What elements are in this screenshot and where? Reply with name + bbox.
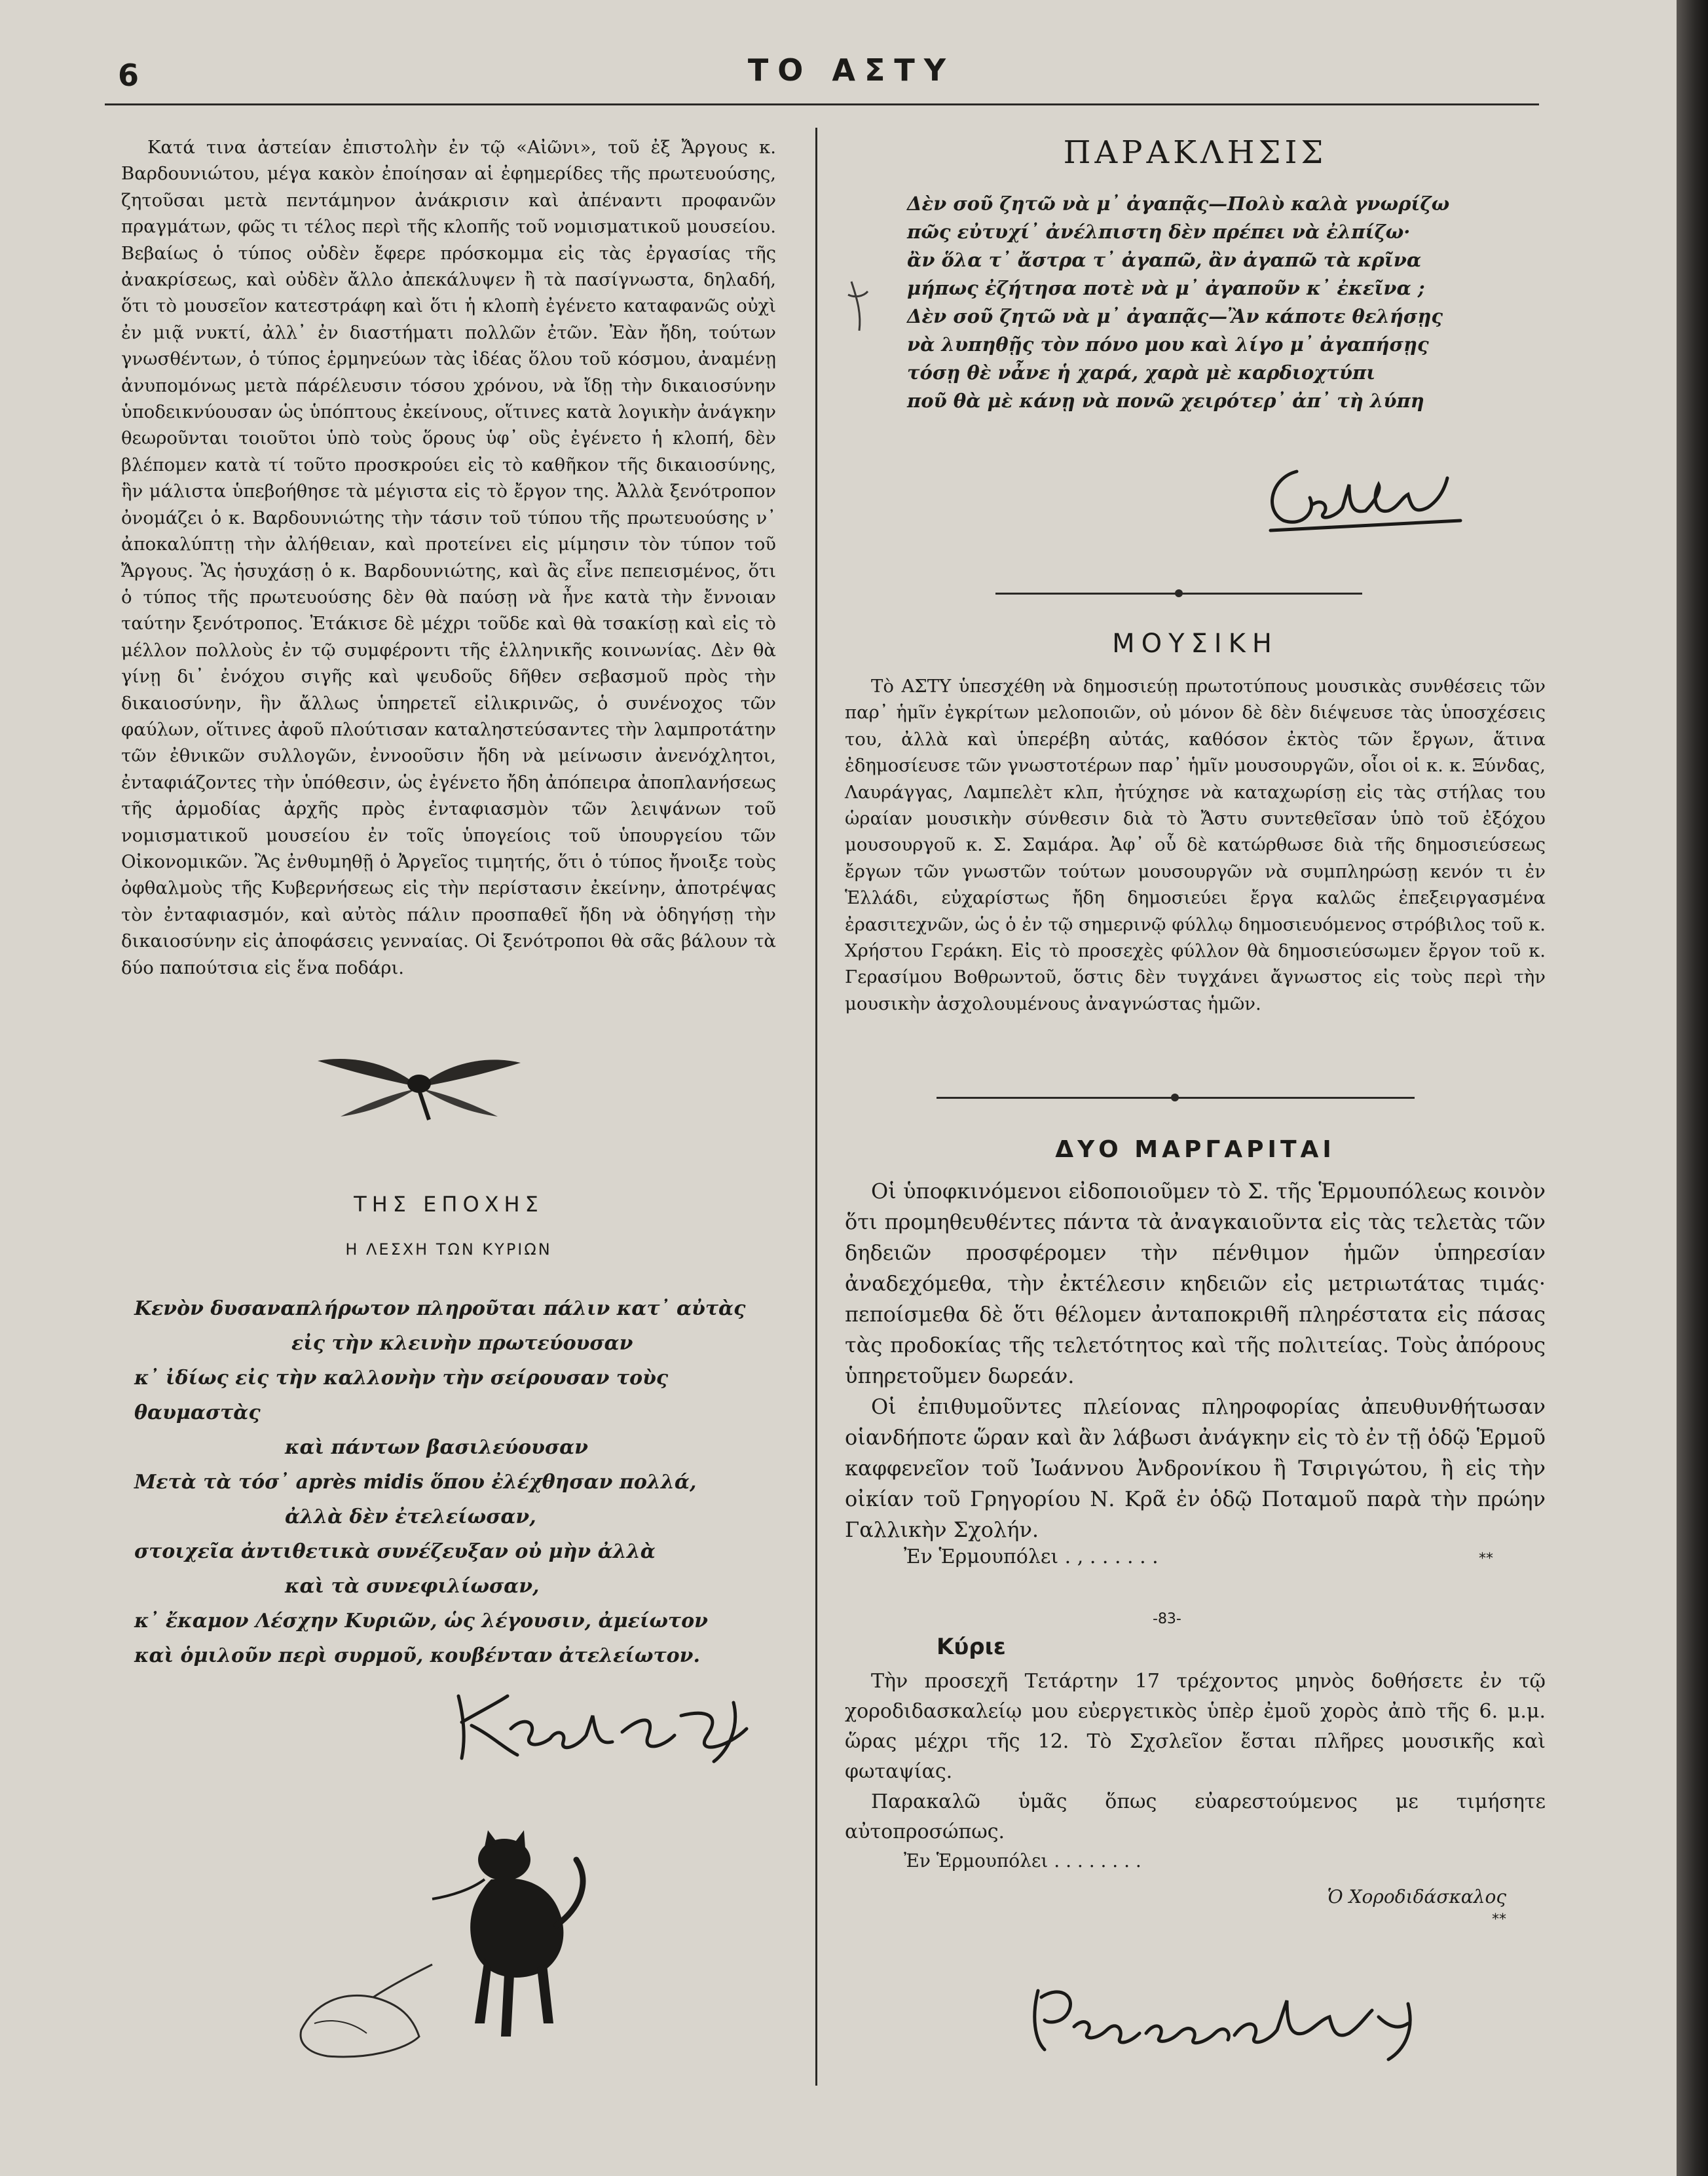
poem-line: τόσῃ θὲ νἆνε ἡ χαρά, χαρὰ μὲ καρδιοχτύπι bbox=[907, 361, 1376, 384]
ad2-stars: ** bbox=[1492, 1911, 1506, 1928]
masthead-title: ΤΟ ΑΣΤΥ bbox=[747, 52, 956, 88]
poem-line: κ᾽ ἔκαμον Λέσχην Κυριῶν, ὡς λέγουσιν, ἀμείωτον bbox=[134, 1610, 708, 1632]
poem-line: εἰς τὴν κλεινὴν πρωτεύουσαν bbox=[291, 1332, 633, 1355]
poem-line: νὰ λυπηθῇς τὸν πόνο μου καὶ λίγο μ᾽ ἀγαπήσῃς bbox=[907, 333, 1429, 356]
poem-title: ΠΑΡΑΚΛΗΣΙΣ bbox=[1063, 134, 1327, 171]
music-section bbox=[845, 629, 1546, 1017]
poem-line: Δὲν σοῦ ζητῶ νὰ μ᾽ ἀγαπᾷς—Πολὺ καλὰ γνωρίζω bbox=[907, 193, 1450, 215]
column-rule bbox=[815, 128, 817, 2086]
header-rule bbox=[105, 103, 1539, 105]
handwritten-signature-right bbox=[1022, 1978, 1428, 2063]
ad1-title: ΔΥΟ ΜΑΡΓΑΡΙΤΑΙ bbox=[1055, 1136, 1335, 1163]
handwritten-signature-gendrier bbox=[1257, 458, 1467, 537]
pencil-mark-icon bbox=[845, 275, 871, 334]
poem-line: πῶς εὐτυχί᾽ ἀνέλπιστη δὲν πρέπει νὰ ἐλπίζω· bbox=[907, 221, 1411, 243]
ad1-paragraph-2: Οἱ ἐπιθυμοῦντες πλείονας πληροφορίας ἀπευθυνθήτωσαν οἱανδήποτε ὥραν καὶ ἂν λάβωσι ἀνάγκην εἰς τὸ ἐν τῇ ὁδῷ Ἑρμοῦ καφφενεῖον τοῦ Ἰωάννου Ἀνδρονίκου ἢ Τσιριγώτου, ἢ εἰς τὴν οἰκίαν τοῦ Γρηγορίου Ν. Κρᾶ ἐν ὁδῷ Ποταμοῦ παρὰ τὴν πρώην Γαλλικὴν Σχολήν. bbox=[845, 1394, 1546, 1542]
poem-line: μήπως ἐζήτησα ποτὲ νὰ μ᾽ ἀγαποῦν κ᾽ ἐκεῖνα ; bbox=[907, 277, 1425, 299]
ad2-title: Κύριε bbox=[937, 1634, 1006, 1660]
section-title: ΤΗΣ ΕΠΟΧΗΣ bbox=[354, 1192, 544, 1217]
ad1-place: Ἐν Ἑρμουπόλει . , . . . . . . bbox=[904, 1545, 1159, 1568]
music-body: Τὸ ΑΣΤΥ ὑπεσχέθη νὰ δημοσιεύῃ πρωτοτύπους μουσικὰς συνθέσεις τῶν παρ᾽ ἡμῖν ἐγκρίτων μελοποιῶν, οὐ μόνον δὲ δὲν διέψευσε τὰς ὑποσχέσεις του, ἀλλὰ καὶ ὑπερέβη αὐτάς, καθόσον ἐκτὸς τῶν ἔργων, ἅτινα ἐδημοσίευσε τῶν γνωστοτέρων παρ᾽ ἡμῖν μουσουργῶν, οἷοι οἱ κ. κ. Ξύνδας, Λαυράγγας, Λαμπελὲτ κλπ, ἠτύχησε νὰ καταχωρίσῃ εἰς τὰς στήλας του ὡραίαν μουσικὴν σύνθεσιν διὰ τὸ Ἄστυ συντεθεῖσαν ὑπὸ τοῦ ἐξόχου μουσουργοῦ κ. Σ. Σαμάρα. Ἀφ᾽ οὗ δὲ κατώρθωσε διὰ τῆς δημοσιεύσεως ἔργων τῶν γνωστῶν τούτων μουσουργῶν νὰ συμπληρώσῃ κενόν τι ἐν Ἑλλάδι, εὐχαρίστως ἤδη δημοσιεύει ἔργα καλῶς ἐπεξειργασμένα ἐρασιτεχνῶν, ὡς ὁ ἐν τῷ σημερινῷ φύλλῳ δημοσιευόμενος στρόβιλος τοῦ κ. Χρήστου Γεράκη. Εἰς τὸ προσεχὲς φύλλον θὰ δημοσιεύσωμεν ἔργον τοῦ κ. Γερασίμου Βοθρωντοῦ, ὅστις δὲν τυγχάνει ἄγνωστος εἰς τοὺς περὶ τὴν μουσικὴν ἀσχολουμένους ἀναγνώστας ἡμῶν. bbox=[845, 676, 1546, 1014]
epoch-section bbox=[121, 1192, 776, 1259]
poem-line: Δὲν σοῦ ζητῶ νὰ μ᾽ ἀγαπᾷς—Ἂν κάποτε θελήσῃς bbox=[907, 305, 1443, 327]
poem-line: καὶ τὰ συνεφιλίωσαν, bbox=[285, 1575, 540, 1598]
parakl-poem bbox=[907, 190, 1536, 415]
poem-line: κ᾽ ἰδίως εἰς τὴν καλλονὴν τὴν σείρουσαν τοὺς θαυμαστὰς bbox=[134, 1367, 669, 1424]
divider-dot bbox=[1175, 589, 1183, 597]
ad2-place: Ἐν Ἑρμουπόλει . . . . . . . . bbox=[904, 1850, 1142, 1872]
epoch-poem bbox=[134, 1291, 783, 1673]
page-number: 6 bbox=[118, 58, 139, 93]
ad2-paragraph-1: Τὴν προσεχῆ Τετάρτην 17 τρέχοντος μηνὸς δοθήσετε ἐν τῷ χοροδιδασκαλείῳ μου εὐεργετικὸς ὑπὲρ ἐμοῦ χορὸς ἀπὸ τῆς 6. μ.μ. ὥρας μέχρι τῆς 12. Τὸ Σχσλεῖον ἔσται πλῆρες μουσικῆς καὶ φωταψίας. bbox=[845, 1670, 1546, 1783]
poem-line: Κενὸν δυσαναπλήρωτον πληροῦται πάλιν κατ᾽ αὐτὰς bbox=[134, 1297, 746, 1320]
dance-ad bbox=[845, 1634, 1546, 1928]
cat-and-sleeper-illustration bbox=[288, 1827, 596, 2076]
dragonfly-ornament-icon bbox=[314, 1051, 524, 1123]
poem-line: Μετὰ τὰ τόσ᾽ après midis ὅπου ἐλέχθησαν πολλά, bbox=[134, 1471, 697, 1494]
ad1-paragraph-1: Οἱ ὑποφκινόμενοι εἰδοποιοῦμεν τὸ Σ. τῆς Ἑρμουπόλεως κοινὸν ὅτι προμηθευθέντες πάντα τὰ ἀναγκαιοῦντα εἰς τὰς τελετὰς τῶν δηδειῶν προσφέρομεν τὴν πένθιμον ἡμῶν ὑπηρεσίαν ἀναδεχόμεθα, τὴν ἐκτέλεσιν κηδειῶν εἰς μετριωτάτας τιμάς· πεποίσμεθα δὲ ὅτι θέλομεν ἀνταποκριθῆ πληρέστατα εἰς πάσας τὰς προδοκίας τῆς τελετότητος καὶ τῆς πολιτείας. Τοὺς ἀπόρους ὑπηρετοῦμεν δωρεάν. bbox=[845, 1179, 1546, 1388]
poem-line: ἂν ὅλα τ᾽ ἄστρα τ᾽ ἀγαπῶ, ἂν ἀγαπῶ τὰ κρῖνα bbox=[907, 249, 1422, 271]
poem-line: ἀλλὰ δὲν ἐτελείωσαν, bbox=[285, 1505, 536, 1528]
section-subtitle: Η ΛΕΣΧΗ ΤΩΝ ΚΥΡΙΩΝ bbox=[345, 1240, 552, 1259]
ad2-role: Ὁ Χοροδιδάσκαλος bbox=[1327, 1886, 1506, 1908]
right-poem-section bbox=[845, 134, 1546, 171]
ad1-stars: ** bbox=[1479, 1551, 1493, 1567]
music-title: ΜΟΥΣΙΚΗ bbox=[1112, 629, 1278, 659]
poem-line: ποῦ θὰ μὲ κάνῃ νὰ πονῶ χειρότερ᾽ ἀπ᾽ τὴ λύπη bbox=[907, 390, 1424, 412]
funeral-ad bbox=[845, 1136, 1546, 1579]
poem-line: καὶ ὁμιλοῦν περὶ συρμοῦ, κουβένταν ἀτελείωτον. bbox=[134, 1644, 700, 1667]
left-article bbox=[121, 134, 776, 981]
poem-line: καὶ πάντων βασιλεύουσαν bbox=[285, 1436, 588, 1459]
book-spine-edge bbox=[1677, 0, 1708, 2176]
separator-mark: -83- bbox=[1153, 1611, 1181, 1627]
handwritten-signature-left bbox=[445, 1676, 773, 1768]
ad2-paragraph-2: Παρακαλῶ ὑμᾶς ὅπως εὐαρεστούμενος με τιμήσητε αὐτοπροσώπως. bbox=[845, 1790, 1546, 1843]
divider-dot bbox=[1171, 1094, 1179, 1101]
article-body: Κατά τινα ἀστείαν ἐπιστολὴν ἐν τῷ «Αἰῶνι», τοῦ ἐξ Ἄργους κ. Βαρδουνιώτου, μέγα κακὸν ἐποίησαν αἱ ἐφημερίδες τῆς πρωτευούσης, ζητοῦσαι μετὰ πεντάμηνον ἀνάκρισιν καὶ ἀπέναντι προφανῶν πραγμάτων, φῶς τι τέλος περὶ τῆς κλοπῆς τοῦ νομισματικοῦ μουσείου. Βεβαίως ὁ τύπος οὐδὲν ἔφερε πρόσκομμα εἰς τὰς ἐργασίας τῆς ἀνακρίσεως, καὶ οὐδὲν ἄλλο ἀπεκάλυψεν ἢ τὰ πασίγνωστα, δηλαδή, ὅτι τὸ μουσεῖον κατεστράφη καὶ ὅτι ἡ κλοπὴ ἐγένετο καταφανῶς οὐχὶ ἐν μιᾷ νυκτί, ἀλλ᾽ ἐν διαστήματι πολλῶν ἐτῶν. Ἐὰν ἤδη, τούτων γνωσθέντων, ὁ τύπος ἑρμηνεύων τὰς ἰδέας ὅλου τοῦ κόσμου, ἀναμένῃ ἀνυπομόνως μετὰ πάρέλευσιν τόσου χρόνου, νὰ ἴδῃ τὴν δικαιοσύνην ὑποδεικνύουσαν ὡς ὑπόπτους ἐκείνους, οἵτινες κατὰ λογικὴν ἀνάγκην θεωροῦνται τοιοῦτοι ὑπὸ τοὺς ὅρους ὑφ᾽ οὓς ἐγένετο ἡ κλοπή, δὲν βλέπομεν κατὰ τί τοῦτο προσκρούει εἰς τὸ καθῆκον τῆς δικαιοσύνης, ἣν μάλιστα ὑπεβοήθησε τὰ μέγιστα εἰς τὸ ἔργον της. Ἀλλὰ ξενότροπον ὀνομάζει ὁ κ. Βαρδουνιώτης τὴν τάσιν τοῦ τύπου τῆς πρωτευούσης ν᾽ ἀποκαλύπτῃ τὴν ἀλήθειαν, καὶ προτείνει εἰς μίμησιν τὸν τύπον τοῦ Ἄργους. Ἂς ἡσυχάσῃ ὁ κ. Βαρδουνιώτης, καὶ ἂς εἶνε πεπεισμένος, ὅτι ὁ τύπος τῆς πρωτευούσης δὲν θὰ παύσῃ νὰ ἦνε κατὰ τὴν ἔννοιαν ταύτην ξενότροπος. Ἐτάκισε δὲ μέχρι τοῦδε καὶ θὰ τσακίσῃ καὶ εἰς τὸ μέλλον πολλοὺς ἐν τῷ συμφέροντι τῆς ἑλληνικῆς κοινωνίας. Δὲν θὰ γίνῃ δι᾽ ἐνόχου σιγῆς καὶ ψευδοῦς δῆθεν σεβασμοῦ πρὸς τὴν δικαιοσύνην, ἣν ἄλλως ὑπηρετεῖ εἰλικρινῶς, ὁ συνένοχος τῶν φαύλων, οἵτινες ἀφοῦ πλούτισαν καταληστεύσαντες τὴν λαμπροτάτην τῶν ἐθνικῶν συλλογῶν, ἐννοοῦσιν ἤδη νὰ μείνωσιν ἀνενόχλητοι, ἐνταφιάζοντες τὴν ὑπόθεσιν, ὡς ἐγένετο ἤδη ἀπόπειρα ἀποπλανήσεως τῆς ἁρμοδίας ἀρχῆς πρὸς ἐνταφιασμὸν τῶν λειψάνων τοῦ νομισματικοῦ μουσείου ἐν τοῖς ὑπογείοις τοῦ ὑπουργείου τῶν Οἰκονομικῶν. Ἂς ἐνθυμηθῇ ὁ Ἀργεῖος τιμητής, ὅτι ὁ τύπος ἤνοιξε τοὺς ὀφθαλμοὺς τῆς Κυβερνήσεως εἰς τὴν περίστασιν ἐκείνην, ἀποτρέψας τὸν ἐνταφιασμόν, καὶ αὐτὸς πάλιν προσπαθεῖ ἤδη νὰ ὁδηγήσῃ τὴν δικαιοσύνην εἰς ἀποφάσεις γενναίας. Οἱ ξενότροποι θὰ σᾶς βάλουν τὰ δύο παπούτσια εἰς ἕνα ποδάρι. bbox=[121, 137, 776, 978]
poem-line: στοιχεῖα ἀντιθετικὰ συνέζευξαν οὐ μὴν ἀλλὰ bbox=[134, 1540, 656, 1563]
